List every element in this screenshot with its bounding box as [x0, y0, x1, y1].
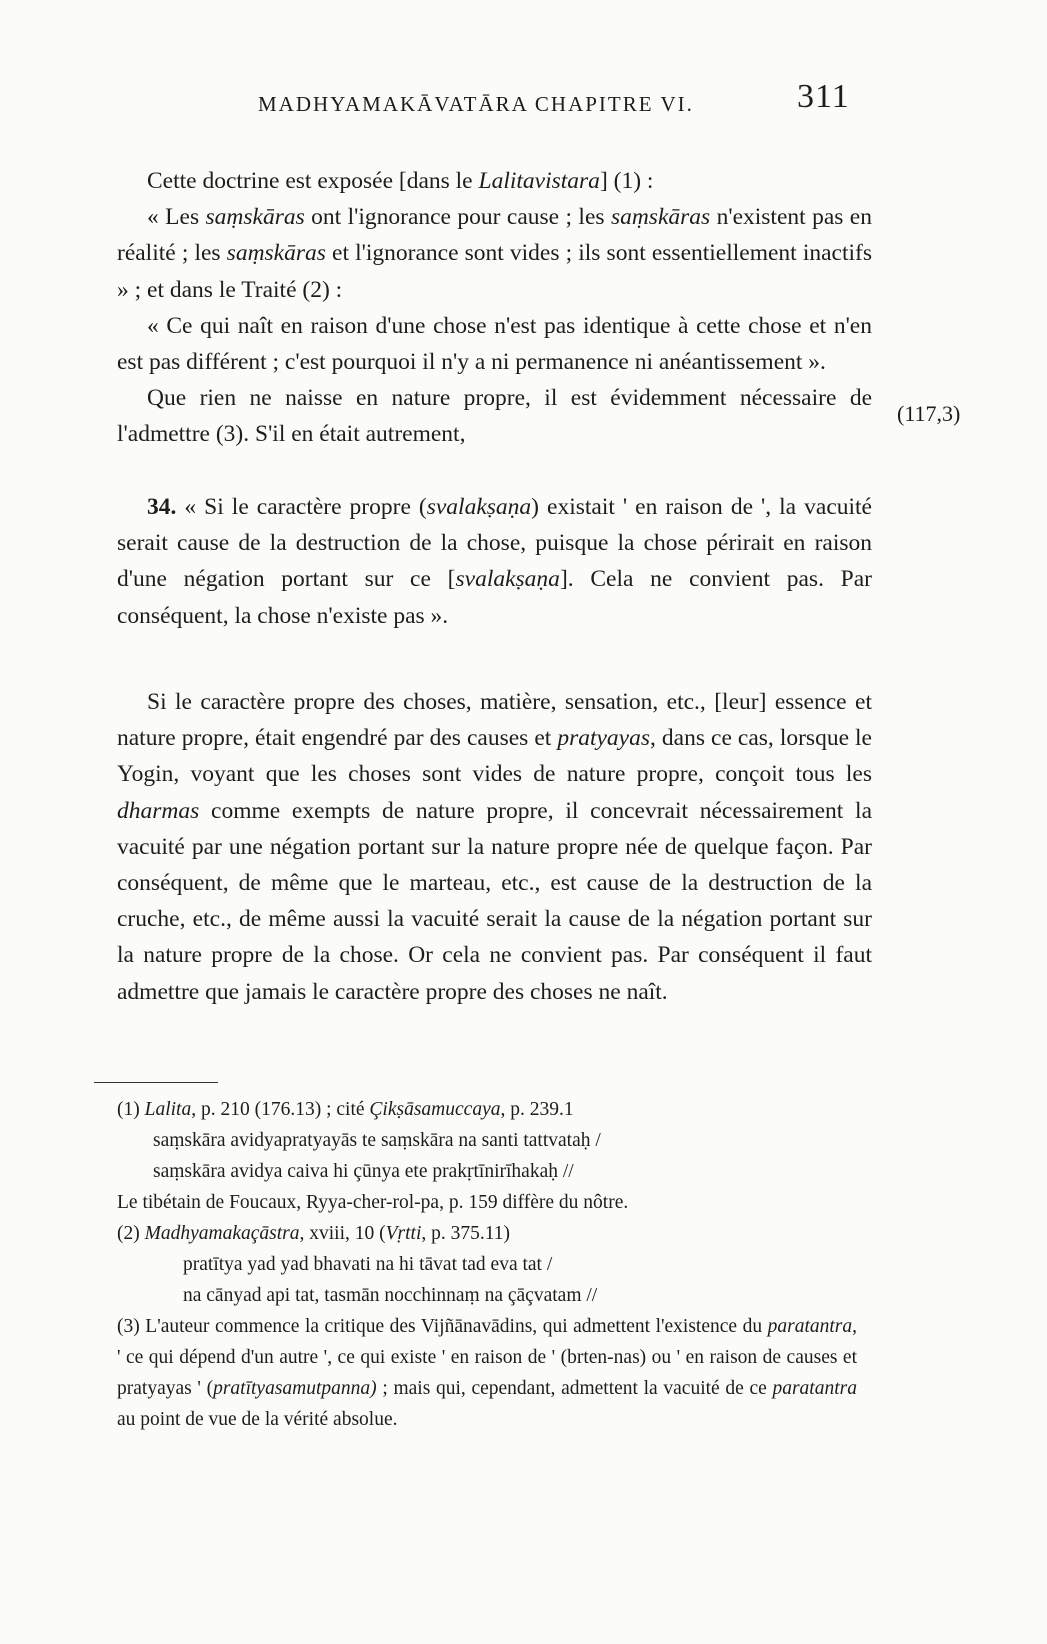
paragraph-intro — [117, 163, 872, 199]
paragraph-quote-lalita — [117, 199, 872, 308]
italic-term: dharmas — [117, 797, 200, 824]
text-run: ] (1) : — [599, 168, 654, 194]
text-run: n'existent pas en réalité ; les — [117, 204, 872, 267]
italic-term: paratantra — [767, 1316, 853, 1337]
footnote-marker: (2) — [117, 1223, 140, 1244]
text-run: , p. 210 (176.13) ; cité — [191, 1099, 370, 1120]
text-run: , ' ce qui dépend d'un autre ', ce qui existe ' en raison de ' (brten-nas) ou ' en raison de causes et pratyayas ' ( — [117, 1316, 857, 1399]
main-text-top — [117, 163, 872, 453]
marginal-reference: (117,3) — [897, 401, 961, 426]
running-title: MADHYAMAKĀVATĀRA CHAPITRE VI. — [258, 92, 694, 116]
text-run: « Si le caractère propre ( — [176, 494, 427, 520]
text-run: ont l'ignorance pour cause ; les — [304, 204, 611, 231]
italic-term: Çikṣāsamuccaya — [369, 1099, 501, 1120]
italic-term: pratyayas — [557, 725, 651, 752]
paragraph-quote-traite: « Ce qui naît en raison d'une chose n'est pas identique à cette chose et n'en est pas différent ; c'est pourquoi il n'y a ni permanence ni anéantissement ». — [117, 312, 872, 376]
verse-number: 34. — [147, 494, 177, 520]
italic-term: saṃskāras — [205, 204, 305, 231]
text-run: Si le caractère propre des choses, matière, sensation, etc., [leur] essence et nature propre, était engendré par des causes et — [117, 689, 872, 752]
text-run: ]. Cela ne convient pas. Par conséquent, la chose n'existe pas ». — [117, 566, 873, 629]
italic-term: Lalita — [144, 1099, 192, 1120]
text-run: , xviii, 10 ( — [299, 1223, 386, 1244]
italic-term: paratantra — [772, 1378, 857, 1399]
text-run: ) existait ' en raison de ', la vacuité serait cause de la destruction de la chose, puisque la chose périrait en raison d'une négation portant sur ce [ — [117, 494, 872, 593]
footnote-3 — [117, 1311, 857, 1435]
text-run: ; mais qui, cependant, admettent la vacuité de ce — [376, 1378, 773, 1399]
italic-term: saṃskāras — [610, 204, 711, 231]
footnote-separator — [94, 1082, 218, 1083]
italic-term: svalakṣaṇa — [455, 566, 560, 593]
footnote-marker: (1) — [117, 1099, 140, 1120]
text-run: L'auteur commence la critique des Vijñānavādins, qui admettent l'existence du — [139, 1316, 768, 1337]
footnote-1 — [117, 1094, 857, 1125]
italic-term: pratītyasamutpanna) — [213, 1378, 377, 1399]
footnotes — [117, 1094, 857, 1435]
footnote-1-remark: Le tibétain de Foucaux, Ryya-cher-rol-pa, p. 159 diffère du nôtre. — [117, 1192, 629, 1213]
text-run: au point de vue de la vérité absolue. — [117, 1409, 398, 1430]
text-run: « Les — [147, 204, 206, 231]
italic-term: saṃskāras — [226, 240, 326, 267]
italic-term: Vṛtti — [385, 1223, 422, 1244]
page-number: 311 — [797, 78, 850, 115]
paragraph-nature-propre: Que rien ne naisse en nature propre, il est évidemment nécessaire de l'admettre (3). S'il en était autrement, — [117, 385, 872, 448]
text-run: comme exempts de nature propre, il concevrait nécessairement la vacuité par une négation portant sur la nature propre née de quelque façon. Par conséquent, de même que le marteau, etc., est cause de la destruction de la cruche, etc., de même aussi la vacuité serait la cause de la négation portant sur la nature propre de la chose. Or cela ne convient pas. Par conséquent il faut admettre que jamais le caractère propre des choses ne naît. — [117, 797, 872, 1005]
italic-term: Madhyamakaçāstra — [144, 1223, 300, 1244]
sanskrit-line: na cānyad api tat, tasmān nocchinnaṃ na çāçvatam // — [183, 1285, 598, 1306]
footnote-2 — [117, 1218, 857, 1249]
commentary-paragraph — [117, 684, 872, 1010]
verse-34 — [117, 489, 872, 634]
italic-term: Lalitavistara — [478, 168, 600, 194]
text-run: , dans ce cas, lorsque le Yogin, voyant que les choses sont vides de nature propre, conçoit tous les — [117, 725, 872, 788]
text-run: et l'ignorance sont vides ; ils sont essentiellement inactifs » ; et dans le Traité (2) : — [117, 240, 872, 303]
sanskrit-line: saṃskāra avidyapratyayās te saṃskāra na santi tattvataḥ / — [153, 1130, 601, 1151]
text-run: , p. 375.11) — [421, 1223, 511, 1244]
footnote-marker: (3) — [117, 1316, 140, 1337]
sanskrit-line: pratītya yad yad bhavati na hi tāvat tad eva tat / — [183, 1254, 553, 1275]
text-run: , p. 239.1 — [500, 1099, 574, 1120]
italic-term: svalakṣaṇa — [426, 494, 532, 520]
sanskrit-line: saṃskāra avidya caiva hi çūnya ete prakṛtīnirīhakaḥ // — [153, 1161, 574, 1182]
text-run: Cette doctrine est exposée [dans le — [147, 168, 479, 194]
